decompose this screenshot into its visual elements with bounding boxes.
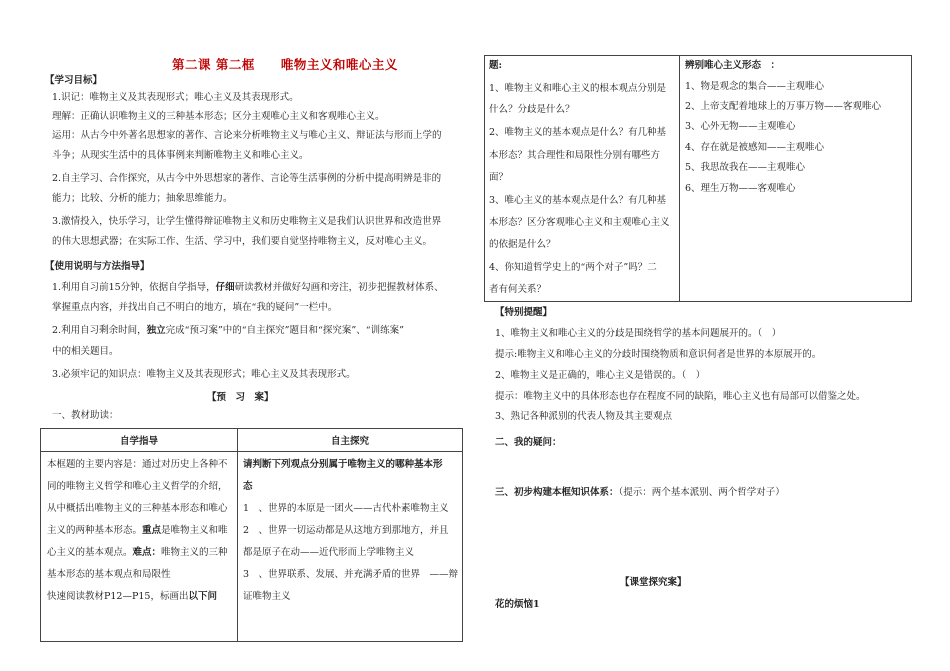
page-title: 第二课 第二框 唯物主义和唯心主义 — [172, 57, 398, 72]
idealism-item-1: 1、物是观念的集合——主观唯心 — [685, 81, 825, 92]
goal-line-2: 理解：正确认识唯物主义的三种基本形态；区分主观唯心主义和客观唯心主义。 — [52, 111, 385, 122]
usage-1-text-c: 研读教材并做好勾画和旁注，初步把握教材体系、 — [234, 282, 444, 293]
study-table-header-guide — [41, 429, 238, 452]
reminder-hint-1: 提示:唯物主义和唯心主义的分歧时围绕物质和意识何者是世界的本原展开的。 — [495, 349, 822, 360]
question-line-1: 1、唯物主义和唯心主义的根本观点分别是 — [489, 83, 667, 94]
usage-2-text-a: 2.利用自习剩余时间， — [52, 325, 147, 336]
idealism-item-3: 3、心外无物——主观唯心 — [685, 121, 796, 132]
guide-line-3: 从中概括出唯物主义的三种基本形态和唯心 — [47, 503, 228, 514]
guide-line-1: 本框题的主要内容是：通过对历史上各种不 — [47, 459, 228, 470]
doubt-heading: 二、我的疑问： — [495, 437, 562, 448]
usage-1-bold: 仔细 — [215, 282, 235, 293]
goal-line-8: 的伟大思想武器；在实际工作、生活、学习中，我们要自觉坚持唯物主义，反对唯心主义。 — [52, 236, 433, 247]
idealism-cell — [680, 56, 912, 302]
system-hint: （提示：两个基本派别、两个哲学对子） — [618, 487, 785, 498]
idealism-item-4: 4、存在就是被感知——主观唯心 — [685, 142, 825, 153]
question-line-2: 什么？分歧是什么？ — [489, 104, 575, 115]
question-line-6: 3、唯心主义的基本观点是什么？有几种基 — [489, 195, 667, 206]
question-line-5: 面？ — [489, 172, 509, 183]
goal-line-4: 斗争；从现实生活中的具体事例来判断唯物主义和唯心主义。 — [52, 150, 309, 161]
usage-2-text-c: 完成“预习案”中的“自主探究”题目和“探究案”、“训练案” — [165, 325, 404, 336]
study-table-header-explore — [238, 429, 463, 452]
explore-prompt-2: 态 — [243, 481, 253, 492]
system-line — [495, 486, 785, 499]
question-line-3: 2、唯物主义的基本观点是什么？有几种基 — [489, 127, 667, 138]
guide-line-5-text: 心主义的基本观点。 — [47, 547, 133, 558]
goal-line-1: 1.识记：唯物主义及其表现形式；唯心主义及其表现形式。 — [52, 92, 299, 103]
guide-key-label: 重点 — [142, 525, 162, 536]
reading-heading: 一、教材助读： — [52, 410, 119, 421]
usage-line-1 — [52, 281, 444, 294]
explore-item-1: 1 、世界的本原是一团火——古代朴素唯物主义 — [243, 503, 449, 514]
col2-header: 自主探究 — [330, 436, 369, 447]
guide-line-7 — [47, 590, 217, 603]
self-explore-cell — [238, 452, 463, 642]
goal-line-6: 能力；比较、分析的能力；抽象思维能力。 — [52, 193, 233, 204]
usage-heading: 【使用说明与方法指导】 — [45, 261, 150, 272]
usage-line-2b: 中的相关题目。 — [52, 346, 119, 357]
study-table — [40, 428, 463, 642]
goal-line-5: 2.自主学习、合作探究，从古今中外思想家的著作、言论等生活事例的分析中提高明辨是非的 — [52, 173, 442, 184]
question-line-9: 4、你知道哲学史上的“两个对子”吗？二 — [489, 262, 657, 273]
col1-header: 自学指导 — [119, 436, 158, 447]
flower-title: 花的烦恼1 — [495, 599, 540, 610]
guide-line-6: 基本形态的基本观点和局限性 — [47, 569, 171, 580]
reminder-2: 2、唯物主义是正确的，唯心主义是错误的。（ ） — [495, 370, 706, 381]
explore-item-2b: 都是原子在动——近代形而上学唯物主义 — [243, 547, 415, 558]
explore-item-3b: 证唯物主义 — [243, 591, 291, 602]
usage-2-bold: 独立 — [146, 325, 166, 336]
questions-cell — [485, 56, 680, 302]
guide-line-5 — [47, 546, 228, 559]
idealism-item-6: 6、理生万物——客观唯心 — [685, 183, 796, 194]
guide-key-after: 是唯物主义和唯 — [161, 525, 228, 536]
guide-line-7-text: 快速阅读教材P12—P15，标画出 — [47, 591, 189, 602]
system-heading: 三、初步构建本框知识体系： — [495, 487, 619, 498]
reminder-3: 3、熟记各种派别的代表人物及其主要观点 — [495, 411, 673, 422]
inquiry-heading: 【课堂探究案】 — [620, 577, 687, 588]
question-line-4: 本形态？其合理性和局限性分别有哪些方 — [489, 150, 661, 161]
question-line-10: 者有何关系？ — [489, 284, 547, 295]
reminder-heading: 【特别提醒】 — [495, 307, 553, 318]
usage-line-2 — [52, 324, 404, 337]
guide-diff-after: 唯物主义的三种 — [161, 547, 228, 558]
idealism-item-5: 5、我思故我在——主观唯心 — [685, 162, 806, 173]
guide-difficulty-label: 难点： — [132, 547, 162, 558]
guide-line-2: 同的唯物主义哲学和唯心主义哲学的介绍， — [47, 481, 228, 492]
question-line-7: 本形态？区分客观唯心主义和主观唯心主义 — [489, 217, 670, 228]
questions-heading: 题: — [489, 60, 503, 71]
usage-1-text-a: 1.利用自习前15分钟，依据自学指导， — [52, 282, 216, 293]
study-guide-cell — [41, 452, 238, 642]
reminder-hint-2: 提示：唯物主义中的具体形态也存在程度不同的缺陷，唯心主义也有局部可以借鉴之处。 — [495, 391, 866, 402]
idealism-heading: 辨别唯心主义形态 ： — [685, 60, 781, 71]
goal-line-7: 3.激情投入，快乐学习，让学生懂得辩证唯物主义和历史唯物主义是我们认识世界和改造世界 — [52, 216, 442, 227]
idealism-item-2: 2、上帝支配着地球上的万事万物——客观唯心 — [685, 101, 882, 112]
usage-line-3: 3.必须牢记的知识点：唯物主义及其表现形式；唯心主义及其表现形式。 — [52, 369, 356, 380]
explore-prompt-1: 请判断下列观点分别属于唯物主义的哪种基本形 — [243, 459, 443, 470]
explore-item-2: 2 、世界一切运动都是从这地方到那地方，并且 — [243, 525, 449, 536]
usage-line-1b: 掌握重点内容，并找出自己不明白的地方，填在“我的疑问”一栏中。 — [52, 302, 338, 313]
explore-item-3: 3 、世界联系、发展、并充满矛盾的世界 ——辩 — [243, 569, 459, 580]
reminder-1: 1、唯物主义和唯心主义的分歧是围绕哲学的基本问题展开的。（ ） — [495, 328, 782, 339]
guide-line-7-bold: 以下问 — [188, 591, 217, 602]
guide-line-4 — [47, 524, 228, 537]
goals-heading: 【学习目标】 — [45, 75, 103, 86]
preview-heading: 【预 习 案】 — [207, 392, 274, 403]
questions-table — [484, 55, 912, 302]
goal-line-3: 运用：从古今中外著名思想家的著作、言论来分析唯物主义与唯心主义、辩证法与形而上学的 — [52, 130, 442, 141]
guide-line-4-text: 主义的两种基本形态。 — [47, 525, 143, 536]
question-line-8: 的依据是什么？ — [489, 239, 556, 250]
